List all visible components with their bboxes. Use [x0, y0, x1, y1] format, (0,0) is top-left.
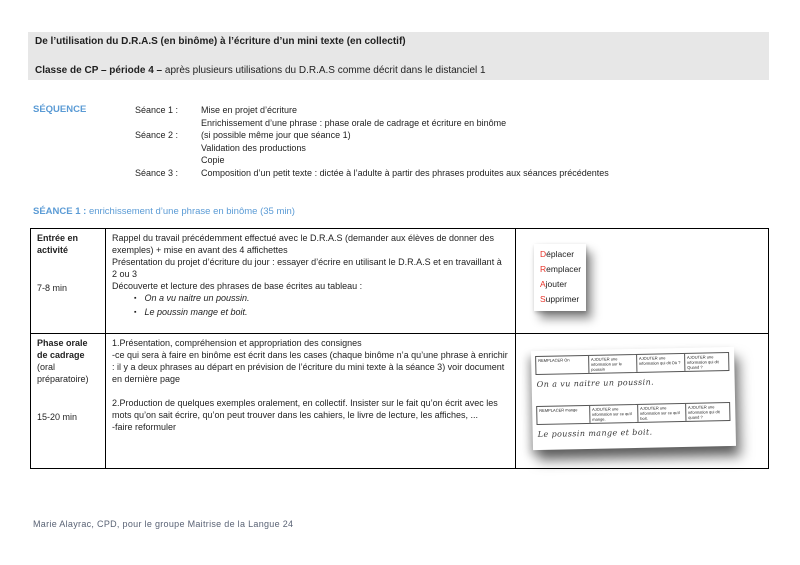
seance1-line: Mise en projet d’écriture: [201, 105, 298, 115]
illustration-cell-row1: [516, 229, 769, 334]
example-sentence-text: On a vu naitre un poussin.: [144, 293, 250, 303]
seance1-section-label: SÉANCE 1 :: [33, 206, 87, 217]
paragraph: 2.Production de quelques exemples oralement, en collectif. Insister sur le fait qu’on écrit avec les mots qu’on sait écrire, qu’on peut trouver dans les cahiers, le livre de lecture, les affiches, ...: [112, 398, 498, 420]
class-period-label: Classe de CP – période 4 –: [35, 65, 163, 76]
example-sentence: [112, 306, 509, 320]
seance3-lines: [201, 167, 609, 180]
table-row: [31, 229, 769, 334]
dras-item-deplacer: [540, 247, 584, 262]
paragraph: -faire reformuler: [112, 422, 177, 432]
dras-initial: S: [540, 294, 546, 304]
dras-word: upprimer: [545, 294, 580, 304]
bullet-icon: ▪: [134, 309, 137, 316]
phase-duration: 15-20 min: [37, 412, 78, 422]
illustration-cell-row2: [516, 334, 769, 469]
paragraph: Découverte et lecture des phrases de base écrites au tableau :: [112, 281, 363, 291]
worksheet-table-1: [535, 352, 729, 375]
paragraph: Présentation du projet d’écriture du jour : essayer d’écrire en utilisant le D.R.A.S et en travaillant à 2 ou 3: [112, 257, 502, 279]
activity-table: [30, 228, 769, 469]
seance2-line: Validation des productions: [201, 142, 306, 153]
document-header: [28, 32, 769, 80]
paragraph: 1.Présentation, compréhension et appropriation des consignes: [112, 338, 362, 348]
example-sentence: [112, 292, 509, 306]
bullet-icon: ▪: [134, 295, 137, 302]
dras-word: éplacer: [546, 249, 575, 259]
content-cell-row1: [106, 229, 516, 334]
phase-subname: (oral préparatoire): [37, 362, 89, 384]
seance2-line: (si possible même jour que séance 1): [201, 130, 351, 140]
dras-initial: D: [540, 249, 547, 259]
footer-credit: Marie Alayrac, CPD, pour le groupe Maitrise de la Langue 24: [33, 519, 294, 529]
worksheet-header-cell: AJOUTER une information qui dit Quand ?: [684, 353, 729, 371]
sequence-row-seance1: [135, 104, 609, 129]
phase-duration: 7-8 min: [37, 283, 68, 293]
seance1-section-heading: [33, 206, 295, 217]
seance2-line: Copie: [201, 155, 225, 165]
paragraph-spacer: [112, 385, 509, 397]
dras-item-supprimer: [540, 292, 584, 307]
worksheet-header-cell: REMPLACER mange: [539, 407, 578, 413]
worksheet-photo: [531, 347, 736, 450]
phase-name: Entrée en activité: [37, 233, 79, 255]
seance1-line: Enrichissement d’une phrase : phase orale de cadrage et écriture en binôme: [201, 117, 507, 128]
dras-word: jouter: [545, 279, 567, 289]
worksheet-table-2: [536, 402, 730, 425]
example-sentence-text: Le poussin mange et boit.: [144, 307, 248, 317]
phase-name: Phase orale de cadrage: [37, 338, 88, 360]
seance2-lines: [201, 129, 351, 167]
document-subtitle: [35, 65, 763, 77]
sequence-row-seance3: [135, 167, 609, 180]
dras-word: emplacer: [546, 264, 582, 274]
paragraph: Rappel du travail précédemment effectué avec le D.R.A.S (demander aux élèves de donner des exemples) + mise en avant des 4 affichettes: [112, 233, 495, 255]
phase-cell-row1: [31, 229, 106, 334]
seance1-section-detail: enrichissement d’une phrase en binôme (35 min): [86, 206, 295, 217]
seance1-lines: [201, 104, 506, 129]
sequence-row-seance2: [135, 129, 609, 167]
dras-item-remplacer: [540, 262, 584, 277]
handwritten-sentence-2: Le poussin mange et boit.: [537, 427, 653, 440]
dras-item-ajouter: [540, 277, 584, 292]
worksheet-header-cell: AJOUTER une information qui dit Où ?: [636, 354, 684, 372]
table-row: [31, 334, 769, 469]
dras-card: [534, 244, 586, 311]
document-title: De l’utilisation du D.R.A.S (en binôme) à l’écriture d’un mini texte (en collectif): [35, 36, 406, 47]
seance3-line: Composition d’un petit texte : dictée à l’adulte à partir des phrases produites aux séances précédentes: [201, 167, 609, 178]
worksheet-header-cell: AJOUTER une information sur le poussin: [588, 355, 636, 373]
sequence-list: [135, 104, 609, 179]
seance1-label: Séance 1 :: [135, 105, 179, 115]
row2-paragraphs: [112, 337, 509, 433]
seance3-label: Séance 3 :: [135, 167, 179, 178]
seance2-label: Séance 2 :: [135, 130, 179, 140]
dras-initial: R: [540, 264, 547, 274]
row1-paragraphs: [112, 232, 509, 320]
sequence-heading: SÉQUENCE: [33, 104, 87, 115]
phase-cell-row2: [31, 334, 106, 469]
content-cell-row2: [106, 334, 516, 469]
worksheet-header-cell: REMPLACER On: [538, 357, 570, 363]
class-period-detail: après plusieurs utilisations du D.R.A.S comme décrit dans le distanciel 1: [162, 65, 486, 76]
worksheet-header-cell: AJOUTER une information sur ce qu’il mange.: [589, 405, 637, 423]
handwritten-sentence-1: On a vu naitre un poussin.: [536, 377, 655, 390]
paragraph: -ce qui sera à faire en binôme est écrit dans les cases (chaque binôme n’a qu’une phrase à enrichir : il y a deux phrases au départ en prévision de l’écriture du mini texte à la séance 3) voir document en dernière page: [112, 350, 508, 384]
worksheet-header-cell: AJOUTER une information qui dit quand ?: [685, 403, 730, 421]
dras-initial: A: [540, 279, 546, 289]
worksheet-header-cell: AJOUTER une information sur ce qu’il boit.: [637, 404, 685, 422]
